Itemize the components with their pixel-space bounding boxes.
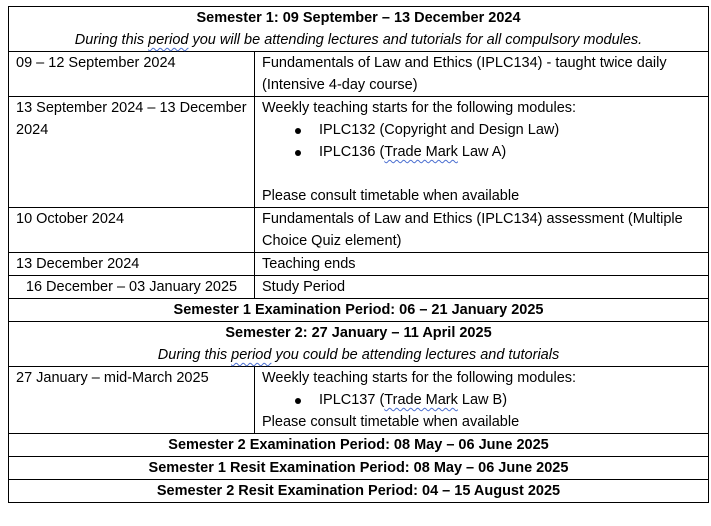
description-cell: Study Period [255,276,709,299]
semester1-header-row [9,7,709,52]
timetable-note: Please consult timetable when available [262,188,520,204]
exam-row [9,480,709,503]
module-list [262,119,701,163]
modules-intro: Weekly teaching starts for the following modules: [262,100,577,116]
semester1-resit-period: Semester 1 Resit Examination Period: 08 May – 06 June 2025 [148,460,569,476]
list-item [319,389,701,411]
semester1-note-period: period [148,32,189,48]
date-cell: 13 December 2024 [9,253,255,276]
timetable-note: Please consult timetable when available [262,414,520,430]
semester1-heading: Semester 1: 09 September – 13 December 2024 [196,10,521,26]
semester2-note-period: period [231,347,272,363]
table-row [9,52,709,97]
exam-row [9,457,709,480]
semester1-note [16,29,701,51]
table-row [9,276,709,299]
exam-cell [9,480,709,503]
modules-intro: Weekly teaching starts for the following modules: [262,370,577,386]
description-cell: Fundamentals of Law and Ethics (IPLC134) assessment (Multiple Choice Quiz element) [255,208,709,253]
semester2-heading: Semester 2: 27 January – 11 April 2025 [225,325,492,341]
semester2-note-end: you could be attending lectures and tutorials [271,347,560,363]
date-cell: 27 January – mid-March 2025 [9,367,255,434]
description-cell [255,97,709,208]
exam-cell [9,457,709,480]
semester1-exam-period: Semester 1 Examination Period: 06 – 21 January 2025 [173,302,544,318]
academic-calendar [8,6,708,503]
description-cell: Fundamentals of Law and Ethics (IPLC134) - taught twice daily (Intensive 4-day course) [255,52,709,97]
exam-cell [9,299,709,322]
table-row [9,367,709,434]
exam-row [9,434,709,457]
table-row [9,208,709,253]
semester2-resit-period: Semester 2 Resit Examination Period: 04 – 15 August 2025 [156,483,561,499]
semester2-note-start: During this [157,347,232,363]
description-cell: Teaching ends [255,253,709,276]
module-suffix: Law B) [457,392,508,408]
calendar-table [8,6,709,503]
date-cell: 16 December – 03 January 2025 [9,276,255,299]
semester1-note-start: During this [74,32,149,48]
date-cell: 10 October 2024 [9,208,255,253]
date-cell: 13 September 2024 – 13 December 2024 [9,97,255,208]
module-code: IPLC136 ( [319,144,385,160]
semester1-note-end: you will be attending lectures and tutorials for all compulsory modules. [188,32,643,48]
list-item [319,141,701,163]
module-suffix: Law A) [457,144,507,160]
semester2-exam-period: Semester 2 Examination Period: 08 May – 06 June 2025 [168,437,549,453]
semester2-header-cell [9,322,709,367]
semester2-header-row [9,322,709,367]
module-trademark: Trade Mark [384,392,458,408]
semester1-header-cell [9,7,709,52]
description-cell [255,367,709,434]
date-cell: 09 – 12 September 2024 [9,52,255,97]
table-row [9,97,709,208]
table-row [9,253,709,276]
exam-cell [9,434,709,457]
list-item: IPLC132 (Copyright and Design Law) [319,119,701,141]
semester2-note [16,344,701,366]
module-trademark: Trade Mark [384,144,458,160]
module-code: IPLC137 ( [319,392,385,408]
exam-row [9,299,709,322]
module-list [262,389,701,411]
spacer [262,163,701,185]
